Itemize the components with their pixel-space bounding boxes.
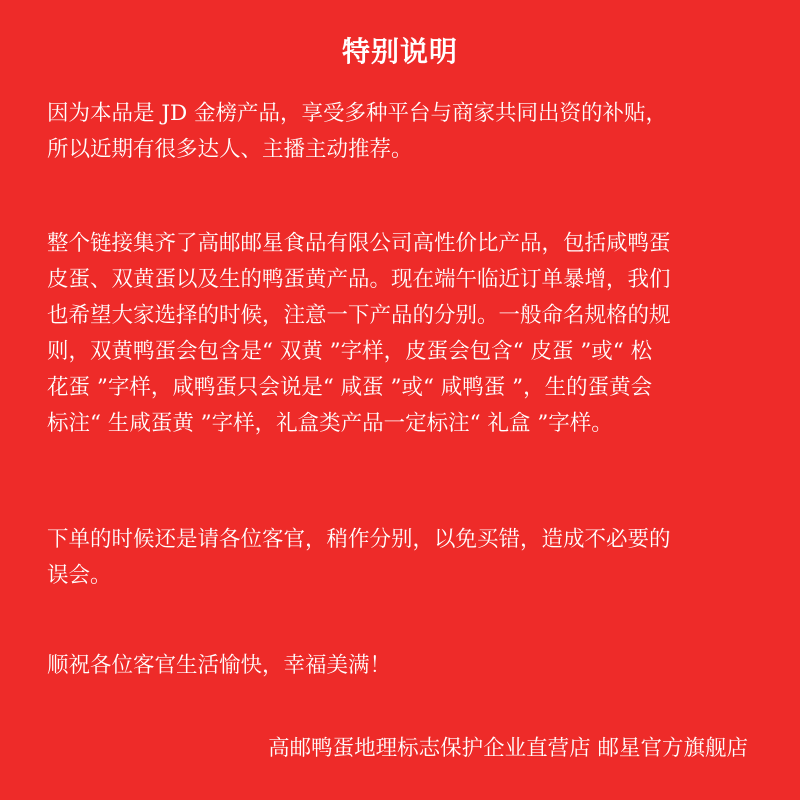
paragraph-order-caution: 下单的时候还是请各位客官，稍作分别，以免买错，造成不必要的 误会。 bbox=[47, 527, 671, 588]
paragraph-product-naming: 整个链接集齐了高邮邮星食品有限公司高性价比产品，包括咸鸭蛋 皮蛋、双黄蛋以及生的鸭蛋黄产品。现在端午临近订单暴增，我们 也希望大家选择的时候，注意一下产品的分别。一般命名规格的规 则，双黄鸭蛋会包含是“ 双黄 ”字样，皮蛋会包含“ 皮蛋 ”或“ 松 花蛋 ”字样，咸鸭蛋只会说是“ 咸蛋 ”或“ 咸鸭蛋 ”，生的蛋黄会 标注“ 生咸蛋黄 ”字样，礼盒类产品一定标注“ 礼盒 ”字样。 bbox=[47, 231, 671, 436]
paragraph-subsidy: 因为本品是 JD 金榜产品，享受多种平台与商家共同出资的补贴， 所以近期有很多达人、主播主动推荐。 bbox=[47, 101, 668, 162]
store-signature: 高邮鸭蛋地理标志保护企业直营店 邮星官方旗舰店 bbox=[268, 736, 748, 761]
notice-title: 特别说明 bbox=[341, 35, 458, 68]
paragraph-wishes: 顺祝各位客官生活愉快，幸福美满！ bbox=[47, 653, 392, 678]
